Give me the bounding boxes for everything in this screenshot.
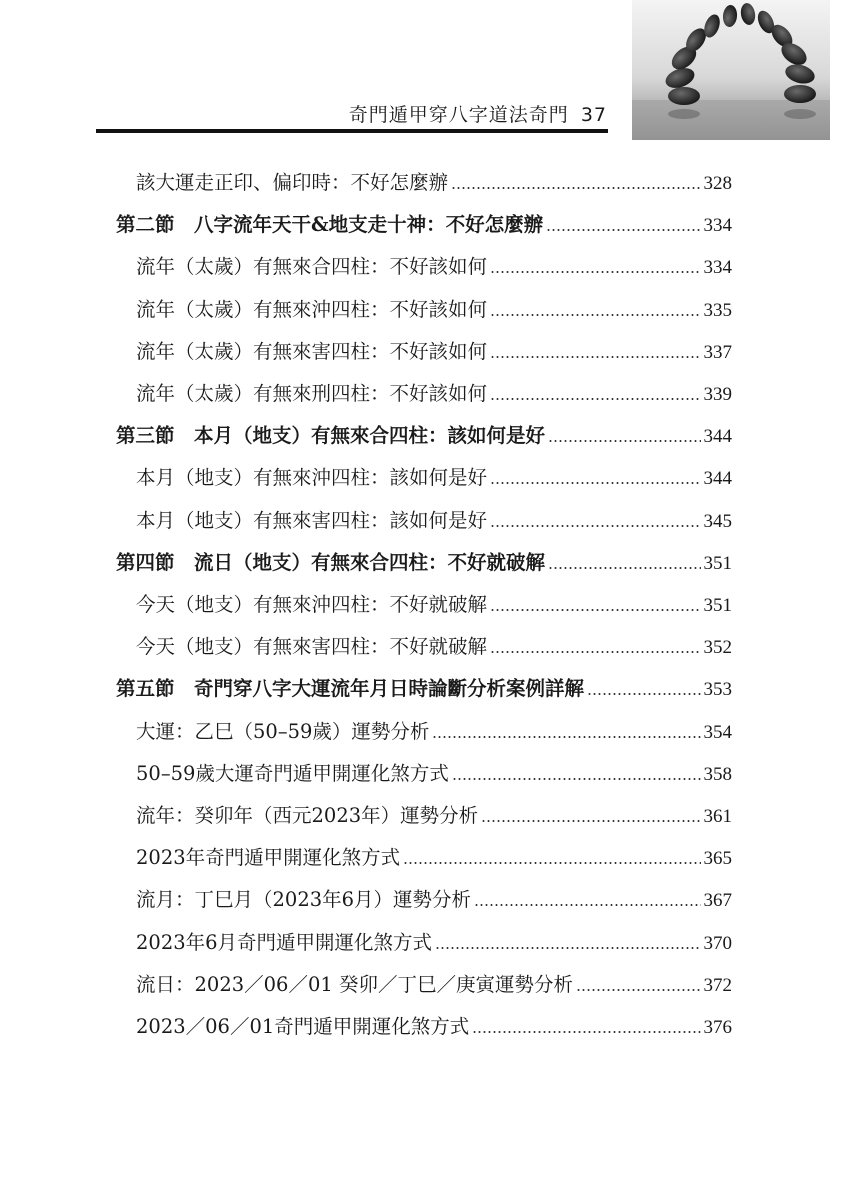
dot-leader bbox=[490, 651, 700, 653]
toc-entry-title: 今天（地支）有無來沖四柱：不好就破解 bbox=[136, 593, 488, 616]
toc-section-entry bbox=[116, 674, 732, 704]
dot-leader bbox=[490, 609, 700, 611]
dot-leader bbox=[490, 525, 700, 527]
toc-entry bbox=[136, 928, 732, 958]
toc-entry bbox=[136, 506, 732, 536]
dot-leader bbox=[490, 356, 700, 358]
toc-entry-title: 流日：2023／06／01 癸卯／丁巳／庚寅運勢分析 bbox=[136, 972, 573, 996]
toc-entry-page: 345 bbox=[703, 510, 732, 532]
dot-leader bbox=[490, 314, 700, 316]
toc-entry-title: 2023年奇門遁甲開運化煞方式 bbox=[136, 846, 401, 870]
toc-entry-title: 第二節 八字流年天干&地支走十神：不好怎麼辦 bbox=[116, 213, 544, 237]
dot-leader bbox=[490, 271, 700, 273]
toc-entry-page: 367 bbox=[703, 890, 732, 912]
toc-entry-title: 2023年6月奇門遁甲開運化煞方式 bbox=[136, 930, 433, 954]
toc-entry-title: 50–59歲大運奇門遁甲開運化煞方式 bbox=[136, 761, 449, 785]
toc-entry bbox=[136, 717, 732, 747]
toc-entry-page: 376 bbox=[703, 1017, 732, 1038]
toc-entry-page: 337 bbox=[703, 341, 732, 363]
toc-entry-title: 第三節 本月（地支）有無來合四柱：該如何是好 bbox=[116, 424, 546, 448]
toc-entry bbox=[136, 1012, 732, 1042]
toc-entry-page: 358 bbox=[703, 763, 732, 785]
dot-leader bbox=[490, 482, 700, 484]
page-number: 37 bbox=[580, 104, 607, 126]
toc-entry-title: 第五節 奇門穿八字大運流年月日時論斷分析案例詳解 bbox=[116, 677, 585, 701]
toc-entry bbox=[136, 463, 732, 493]
toc-entry-title: 第四節 流日（地支）有無來合四柱：不好就破解 bbox=[116, 550, 546, 574]
toc-entry-page: 334 bbox=[703, 257, 732, 279]
toc-entry-page: 344 bbox=[703, 426, 732, 448]
toc-entry-page: 370 bbox=[703, 932, 732, 954]
dot-leader bbox=[587, 693, 700, 695]
toc-entry bbox=[136, 295, 732, 325]
dot-leader bbox=[548, 440, 700, 442]
toc-entry-title: 流年（太歲）有無來合四柱：不好該如何 bbox=[136, 255, 488, 279]
toc-entry bbox=[136, 843, 732, 873]
toc-entry bbox=[136, 759, 732, 789]
toc-entry bbox=[136, 970, 732, 1000]
dot-leader bbox=[451, 187, 700, 189]
toc-entry-title: 大運：乙巳（50–59歲）運勢分析 bbox=[136, 719, 430, 743]
dot-leader bbox=[490, 398, 700, 400]
toc-entry-title: 該大運走正印、偏印時：不好怎麼辦 bbox=[136, 171, 449, 194]
toc-entry bbox=[136, 801, 732, 831]
header-rule bbox=[96, 129, 608, 133]
toc-entry-page: 353 bbox=[703, 679, 732, 701]
toc-entry-title: 本月（地支）有無來沖四柱：該如何是好 bbox=[136, 466, 488, 490]
dot-leader bbox=[546, 229, 700, 231]
toc-section-entry bbox=[116, 210, 732, 240]
toc-entry-page: 354 bbox=[703, 721, 732, 743]
dot-leader bbox=[435, 947, 700, 949]
toc-entry-page: 372 bbox=[703, 974, 732, 996]
toc-entry-page: 344 bbox=[703, 468, 732, 490]
toc-entry-title: 今天（地支）有無來害四柱：不好就破解 bbox=[136, 635, 488, 659]
toc-entry-title: 流年（太歲）有無來害四柱：不好該如何 bbox=[136, 339, 488, 363]
toc-entry bbox=[136, 379, 732, 409]
toc-entry-page: 335 bbox=[703, 299, 732, 321]
toc-entry-title: 本月（地支）有無來害四柱：該如何是好 bbox=[136, 508, 488, 532]
toc-entry-title: 2023／06／01奇門遁甲開運化煞方式 bbox=[136, 1015, 470, 1038]
toc-entry-page: 361 bbox=[703, 806, 732, 827]
header-zen-stones-image bbox=[632, 0, 830, 140]
toc-entry-page: 328 bbox=[703, 173, 732, 194]
running-head bbox=[349, 100, 607, 127]
toc-entry bbox=[136, 337, 732, 367]
toc-entry-title: 流年：癸卯年（西元2023年）運勢分析 bbox=[136, 804, 479, 827]
toc-entry-page: 365 bbox=[703, 848, 732, 870]
toc-section-entry bbox=[116, 548, 732, 578]
dot-leader bbox=[472, 1031, 700, 1033]
toc-section-entry bbox=[116, 421, 732, 451]
toc-entry-page: 352 bbox=[703, 637, 732, 659]
dot-leader bbox=[548, 567, 700, 569]
dot-leader bbox=[474, 904, 700, 906]
dot-leader bbox=[452, 778, 701, 780]
toc-entry bbox=[136, 885, 732, 915]
toc-entry bbox=[136, 252, 732, 282]
dot-leader bbox=[576, 989, 701, 991]
running-title: 奇門遁甲穿八字道法奇門 bbox=[348, 104, 569, 126]
toc-entry-page: 351 bbox=[703, 595, 732, 616]
toc-entry-title: 流年（太歲）有無來沖四柱：不好該如何 bbox=[136, 297, 488, 321]
dot-leader bbox=[432, 736, 700, 738]
toc-entry bbox=[136, 590, 732, 620]
toc-entry-title: 流年（太歲）有無來刑四柱：不好該如何 bbox=[136, 382, 488, 405]
toc-entry-page: 339 bbox=[703, 384, 732, 405]
toc-entry bbox=[136, 168, 732, 198]
toc-entry bbox=[136, 632, 732, 662]
toc-entry-page: 351 bbox=[703, 552, 732, 574]
toc-entry-page: 334 bbox=[703, 215, 732, 237]
dot-leader bbox=[481, 820, 700, 822]
dot-leader bbox=[403, 862, 700, 864]
toc-entry-title: 流月：丁巳月（2023年6月）運勢分析 bbox=[136, 888, 472, 912]
